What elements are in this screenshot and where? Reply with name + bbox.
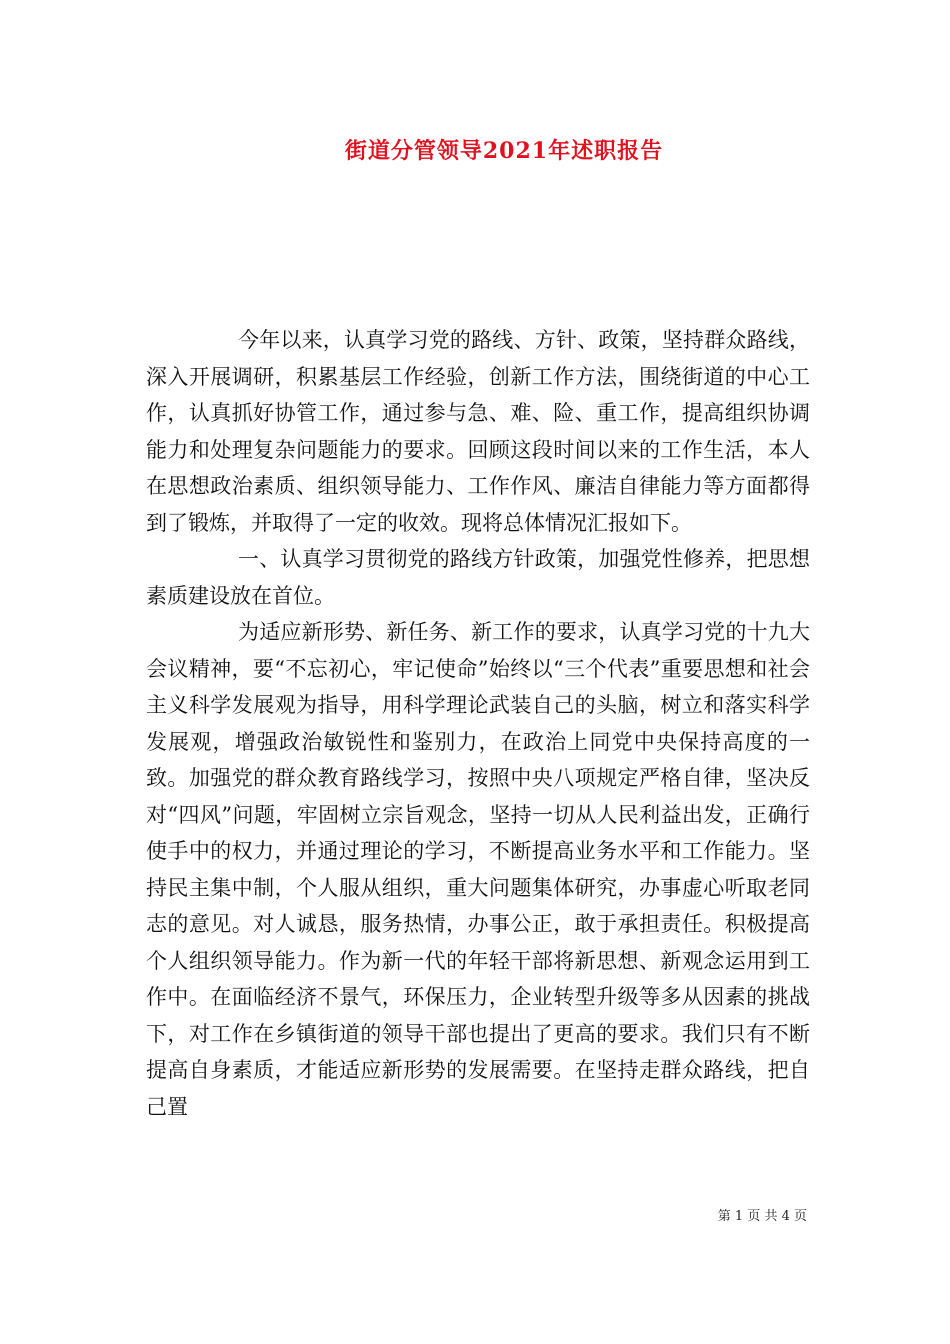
page-indicator: 第 1 页 共 4 页 — [717, 1209, 807, 1224]
paragraph-intro: 今年以来，认真学习党的路线、方针、政策，坚持群众路线，深入开展调研，积累基层工作经验，创新工作方法，围绕街道的中心工作，认真抓好协管工作，通过参与急、难、险、重工作，提高组织协调能力和处理复杂问题能力的要求。回顾这段时间以来的工作生活，本人在思想政治素质、组织领导能力、工作作风、廉洁自律能力等方面都得到了锻炼，并取得了一定的收效。现将总体情况汇报如下。 — [146, 328, 810, 535]
paragraph-section-body: 为适应新形势、新任务、新工作的要求，认真学习党的十九大会议精神，要“不忘初心，牢记使命”始终以“三个代表”重要思想和社会主义科学发展观为指导，用科学理论武装自己的头脑，树立和落实科学发展观，增强政治敏锐性和鉴别力，在政治上同党中央保持高度的一致。加强党的群众教育路线学习，按照中央八项规定严格自律，坚决反对“四风”问题，牢固树立宗旨观念，坚持一切从人民利益出发，正确行使手中的权力，并通过理论的学习，不断提高业务水平和工作能力。坚持民主集中制，个人服从组织，重大问题集体研究，办事虚心听取老同志的意见。对人诚恳，服务热情，办事公正，敢于承担责任。积极提高个人组织领导能力。作为新一代的年轻干部将新思想、新观念运用到工作中。在面临经济不景气，环保压力，企业转型升级等多从因素的挑战下，对工作在乡镇街道的领导干部也提出了更高的要求。我们只有不断提高自身素质，才能适应新形势的发展需要。在坚持走群众路线，把自己置 — [146, 620, 810, 1119]
paragraph-section-heading: 一、认真学习贯彻党的路线方针政策，加强党性修养，把思想素质建设放在首位。 — [146, 547, 810, 608]
document-body — [146, 322, 810, 1125]
document-title: 街道分管领导2021年述职报告 — [344, 138, 664, 164]
